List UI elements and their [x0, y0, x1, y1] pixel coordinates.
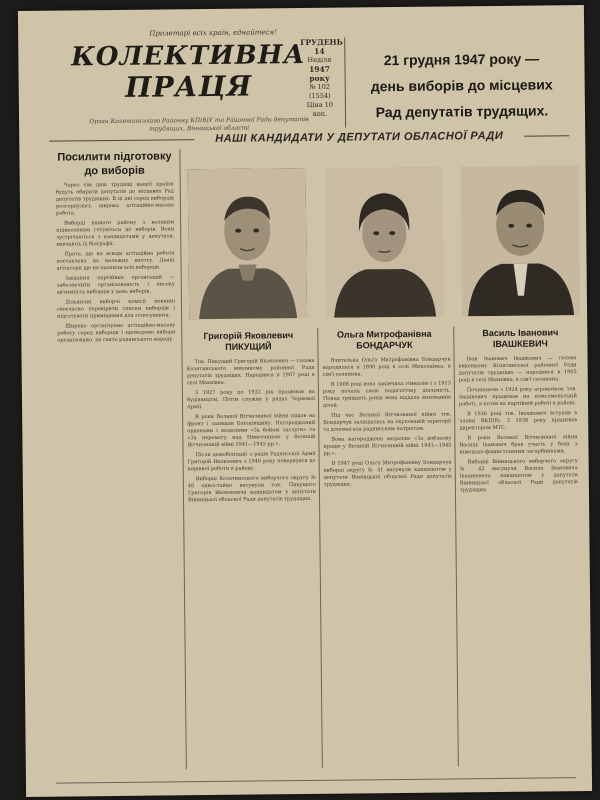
left-article-paragraph: Через сім днів трудящі нашої країни будуть обирати депутатів до місцевих Рад депутатів трудящих. В ці дні серед виборців розгорнулась широка агітаційно-масова робота.: [55, 181, 174, 217]
candidate-first-name: Григорій Яковлевич: [203, 330, 294, 342]
male-portrait-icon: [461, 165, 581, 316]
headline-line1: 21 грудня 1947 року —: [383, 50, 540, 69]
issue-info: [300, 37, 343, 119]
portrait-pikushchyi: [188, 168, 308, 319]
headline: [351, 45, 572, 125]
slogan: Пролетарі всіх країн, єднайтеся!: [149, 28, 277, 38]
headline-line2: день виборів до місцевих: [370, 76, 553, 95]
left-article-body: [56, 181, 176, 344]
bio-paragraph: Вона нагороджена медаллю «За доблесну працю у Великій Вітчизняній війні 1941—1945 рр.».: [323, 435, 452, 457]
left-article-title: Посилити підготовку до виборів: [57, 150, 172, 178]
footer-rule: [56, 777, 576, 783]
left-article-paragraph: Завдання партійних організацій — забезпечити організованість і високу активність виборців у день виборів.: [56, 274, 175, 296]
left-article-paragraph: Проте, ще не всюди агітаційна робота поставлена на належну висоту. Деякі агітатори ще не охопили всіх виборців.: [56, 250, 175, 272]
candidate-bio-bondarchuk: [323, 356, 452, 491]
candidate-bio-ivashkevych: [459, 355, 578, 497]
candidate-surname: ПИКУЩИЙ: [225, 341, 272, 352]
male-portrait-icon: [188, 168, 308, 319]
bio-paragraph: Починаючи з 1924 року агрономом, тов. Івашкевич працював на комсомольській роботі, а потім на партійній роботі в районі.: [458, 386, 577, 408]
masthead: [68, 40, 309, 105]
female-portrait-icon: [325, 167, 445, 318]
bio-paragraph: З 1927 року по 1932 рік працював на будівництві. Потім служив у рядах Червоної Армії.: [186, 388, 316, 411]
candidate-bio-pikushchyi: [187, 358, 317, 507]
candidate-name-ivashkevych: [455, 327, 585, 350]
issue-day: 14: [314, 46, 325, 56]
bio-paragraph: Під час Великої Вітчизняної війни тов. Бондарчук залишалась на окупованій території та допомагала радянським патріотам.: [323, 411, 452, 433]
portrait-ivashkevych: [461, 165, 581, 316]
bio-paragraph: Іван Іванович Івашкевич — голова виконкому Козятинської районної Ради депутатів трудящих — народився в 1905 році в селі Махнівка, в сім'ї селянина.: [458, 355, 577, 384]
bio-paragraph: В 1908 році вона закінчила гімназію і з 1913 року почала свою педагогічну діяльність. Понад тридцять років вона віддала вихованню дітей.: [322, 380, 452, 409]
section-title: НАШІ КАНДИДАТИ У ДЕПУТАТИ ОБЛАСНОЇ РАДИ: [194, 130, 524, 145]
masthead-line1: КОЛЕКТИВНА: [71, 39, 306, 73]
left-article: [55, 149, 175, 347]
bio-paragraph: В роки Великої Вітчизняної війни пішов на фронт і захищав Батьківщину. Нагороджений орденами і медалями «За бойові заслуги» та «За перемогу над Німеччиною у Великій Вітчизняній війні 1941—1945 рр.».: [187, 412, 316, 449]
candidate-surname: ІВАШКЕВИЧ: [492, 338, 548, 350]
bio-paragraph: Тов. Пикущий Григорій Яковлевич — голова Козятинського виконкому районної Ради депутатів трудящих. Народився в 1907 році в селі Махнівка.: [186, 357, 315, 387]
candidate-first-name: Ольга Митрофанівна: [336, 328, 432, 340]
headline-line3: Рад депутатів трудящих.: [375, 102, 549, 121]
portrait-bondarchuk: [325, 167, 445, 318]
newspaper-page: [18, 5, 592, 797]
issue-month: ГРУДЕНЬ: [300, 37, 343, 48]
left-article-paragraph: Виборці нашого району з великим піднесенням готуються до виборів. Вони зустрічаються з кандидатами у депутати, вивчають їх біографії.: [56, 219, 175, 248]
issue-number: № 102 (1554): [308, 82, 331, 100]
bio-paragraph: В 1947 році Ольгу Митрофанівну Бондарчук виборці округу № 41 висунули кандидатом у депутати Вінницької обласної Ради депутатів трудящих.: [323, 459, 452, 488]
candidate-first-name: Василь Іванович: [482, 327, 559, 339]
bio-paragraph: В роки Великої Вітчизняної війни Василь Іванович брав участь у боях з німецько-фашистськими загарбниками.: [459, 434, 578, 456]
masthead-divider: [344, 38, 346, 128]
candidate-surname: БОНДАРЧУК: [356, 339, 413, 351]
masthead-line2: ПРАЦЯ: [125, 69, 253, 104]
column-rule: [179, 149, 186, 769]
issue-year: 1947 року: [309, 64, 331, 83]
left-article-paragraph: Широко організуємо агітаційно-масову роботу серед виборців і проведемо вибори організовано, як свято радянського народу.: [57, 322, 176, 344]
bio-paragraph: В 1936 році тов. Івашкевич вступив в члени ВКП(б). З 1938 року працював директором МТС.: [459, 410, 578, 432]
bio-paragraph: Вчителька Ольга Митрофанівна Бондарчук народилася в 1890 році в селі Миколаївка, в сім'ї селянина.: [322, 356, 451, 378]
issue-weekday: Неділя: [307, 55, 332, 64]
candidate-name-pikushchyi: [183, 330, 313, 353]
bio-paragraph: Виборці Вінницького виборчого округу № 42 висунули Василя Івановича Івашкевича кандидатом у депутати Вінницької обласної Ради депутатів трудящих.: [459, 458, 578, 494]
masthead-subtitle: Орган Козятинського Районну КП(б)У та Районної Ради депутатів трудящих, Вінницької області: [89, 115, 309, 133]
candidate-name-bondarchuk: [319, 328, 449, 351]
issue-price: Ціна 10 коп.: [306, 100, 334, 118]
bio-paragraph: Після демобілізації з рядів Радянської Армії Григорій Яковлевич з 1946 року повернувся до керівної роботи в районі.: [187, 450, 316, 473]
left-article-paragraph: Дільничні виборчі комісії повинні своєчасно перевірити списки виборців і підготувати приміщення для голосування.: [56, 298, 176, 320]
bio-paragraph: Виборці Козятинського виборчого округу № 40 одностайно висунули тов. Пикущого Григорія Яковлевича кандидатом у депутати Вінницької обласної Ради депутатів трудящих.: [187, 474, 316, 504]
